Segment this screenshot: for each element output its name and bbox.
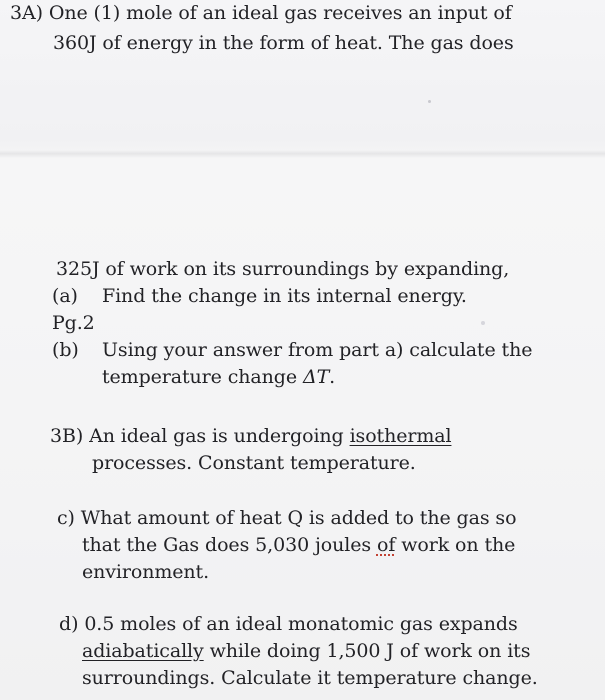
q3d-line-1: d) 0.5 moles of an ideal monatomic gas expands [59,613,518,635]
q3a-line-1: 3A) One (1) mole of an ideal gas receives an input of [10,2,512,24]
part-b-text-1: Using your answer from part a) calculate the [102,339,533,361]
isothermal-underlined: isothermal [349,425,452,447]
q3c-line-1: c) What amount of heat Q is added to the gas so [57,507,517,529]
q3c-line-2-post: work on the [395,534,516,556]
q3d-line-2-post: while doing 1,500 J of work on its [203,640,531,662]
speck [481,321,485,325]
part-a-text: Find the change in its internal energy. [102,285,467,307]
q3a-line-2: 360J of energy in the form of heat. The gas does [53,32,514,54]
q3c-line-2-pre: that the Gas does 5,030 joules [82,534,377,556]
part-b-text-2-pre: temperature change [102,366,303,388]
page-reference: Pg.2 [52,312,95,334]
q3b-line-1 [50,423,451,449]
part-b-label: (b) [52,339,79,361]
part-b-text-2 [102,364,335,390]
speck [428,100,431,103]
q3a-cont-line-1: 325J of work on its surroundings by expanding, [56,258,510,280]
delta-t-symbol: ΔT [302,366,330,388]
flagged-word: of [376,534,396,556]
part-b-period: . [329,366,336,388]
part-a-label: (a) [52,285,78,307]
q3d-line-2 [82,638,530,664]
q3c-line-2 [82,532,515,558]
q3b-line-1-pre: 3B) An ideal gas is undergoing [50,425,350,447]
q3d-line-3: surroundings. Calculate it temperature change. [82,667,538,689]
page-fold [0,150,605,158]
adiabatically-underlined: adiabatically [82,640,204,662]
q3c-line-3: environment. [82,561,210,583]
q3b-line-2: processes. Constant temperature. [92,452,416,474]
